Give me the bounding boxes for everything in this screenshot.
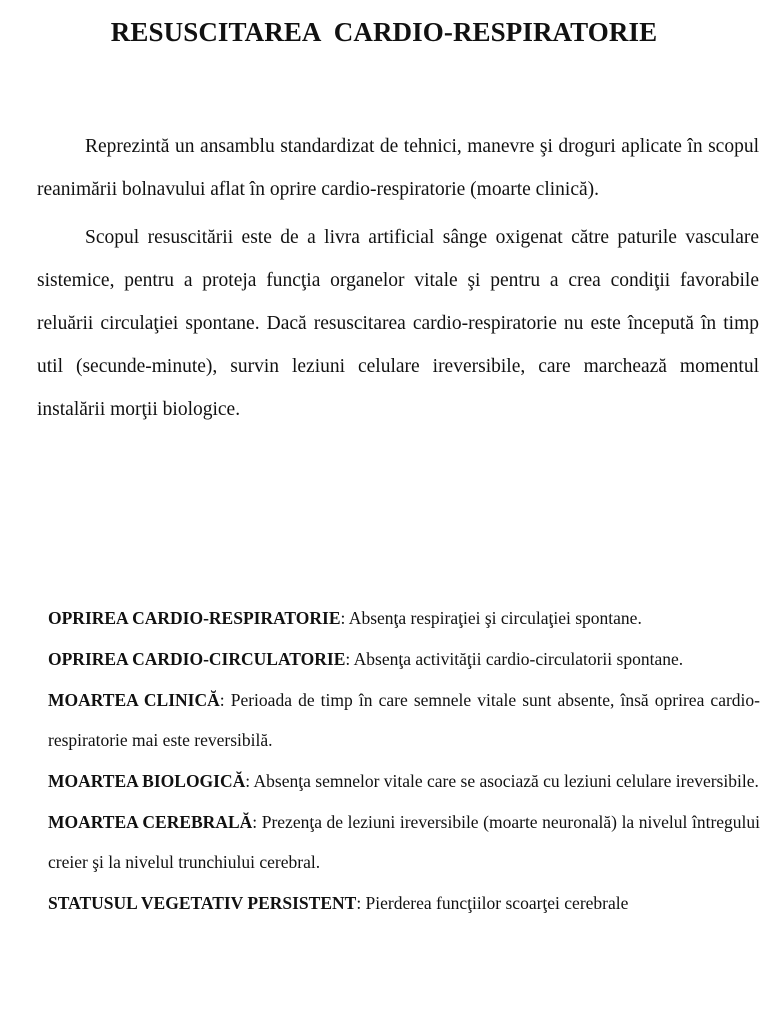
- definition-item: [48, 761, 760, 801]
- intro-section: [37, 125, 759, 431]
- definition-term: MOARTEA CLINICĂ: [48, 690, 220, 710]
- definitions-list: [48, 598, 760, 924]
- definition-item: [48, 598, 760, 638]
- intro-paragraph-2: Scopul resuscitării este de a livra artificial sânge oxigenat către paturile vasculare sistemice, pentru a proteja funcţia organelor vitale şi pentru a crea condiţii favorabile reluării circulaţiei spontane. Dacă resuscitarea cardio-respiratorie nu este începută în timp util (secunde-minute), survin leziuni celulare ireversibile, care marchează momentul instalării morţii biologice.: [37, 227, 759, 420]
- intro-paragraph-1: Reprezintă un ansamblu standardizat de tehnici, manevre şi droguri aplicate în scopul reanimării bolnavului aflat în oprire cardio-respiratorie (moarte clinică).: [37, 136, 759, 200]
- definition-term: MOARTEA BIOLOGICĂ: [48, 771, 246, 791]
- page-title: RESUSCITAREA CARDIO-RESPIRATORIE: [110, 17, 658, 47]
- definition-term: MOARTEA CEREBRALĂ: [48, 812, 253, 832]
- definition-text: : Absenţa respiraţiei şi circulaţiei spontane.: [340, 608, 642, 628]
- definition-text: : Pierderea funcţiilor scoarţei cerebrale: [356, 893, 629, 913]
- definition-text: : Absenţa semnelor vitale care se asociază cu leziuni celulare ireversibile.: [245, 771, 759, 791]
- definition-text: : Prezenţa de leziuni ireversibile (moarte neuronală) la nivelul întregului creier şi la nivelul trunchiului cerebral.: [48, 812, 761, 872]
- definition-item: [48, 883, 760, 923]
- definition-item: [48, 802, 760, 882]
- definition-item: [48, 639, 760, 679]
- definition-term: STATUSUL VEGETATIV PERSISTENT: [48, 893, 357, 913]
- definition-item: [48, 680, 760, 760]
- definition-text: : Absenţa activităţii cardio-circulatorii spontane.: [345, 649, 684, 669]
- definition-text: : Perioada de timp în care semnele vitale sunt absente, însă oprirea cardio-respiratorie mai este reversibilă.: [48, 690, 760, 750]
- definition-term: OPRIREA CARDIO-CIRCULATORIE: [48, 649, 346, 669]
- definition-term: OPRIREA CARDIO-RESPIRATORIE: [48, 608, 341, 628]
